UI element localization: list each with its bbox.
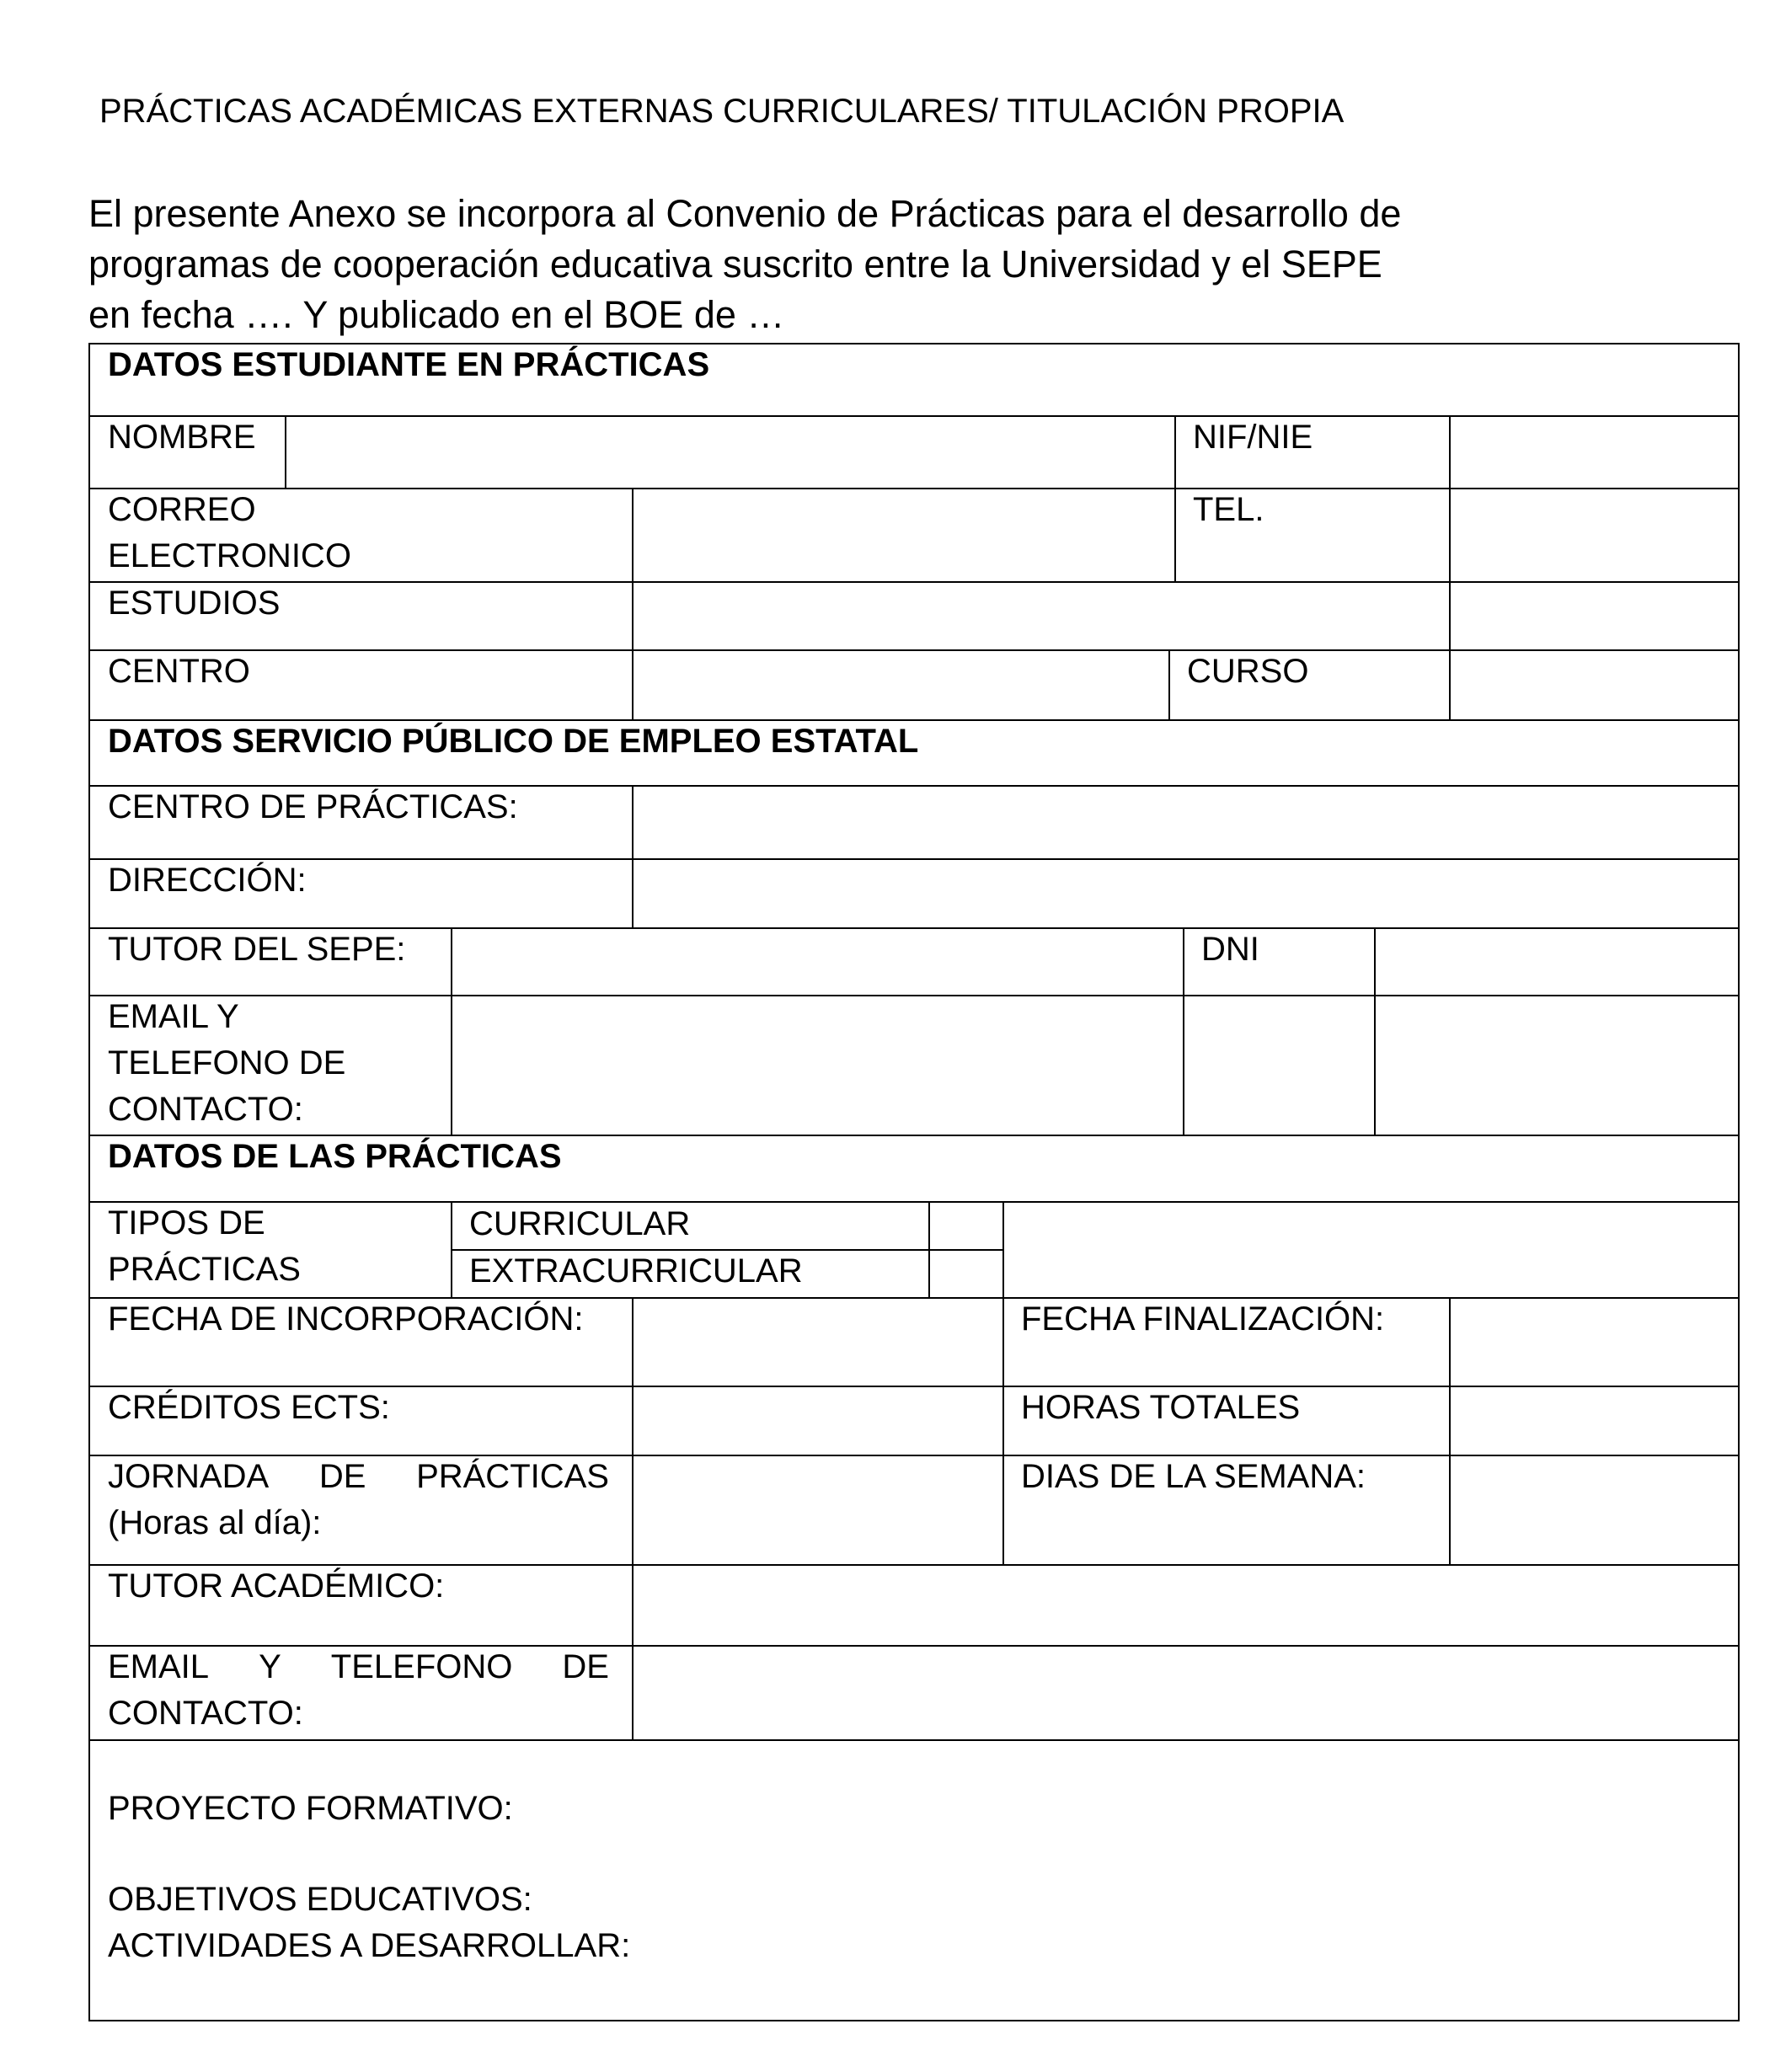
label-jornada-2: (Horas al día): xyxy=(108,1504,322,1541)
label-nombre: NOMBRE xyxy=(108,419,256,456)
field-tutor-sepe[interactable] xyxy=(452,929,1183,995)
label-estudios: ESTUDIOS xyxy=(108,585,281,622)
email-word-4: DE xyxy=(562,1648,609,1685)
section-title-student: DATOS ESTUDIANTE EN PRÁCTICAS xyxy=(108,346,710,383)
label-objetivos-educativos: OBJETIVOS EDUCATIVOS: xyxy=(108,1881,532,1918)
field-estudios[interactable] xyxy=(634,583,1738,649)
label-tutor-academico: TUTOR ACADÉMICO: xyxy=(108,1567,445,1605)
label-centro-practicas: CENTRO DE PRÁCTICAS: xyxy=(108,788,518,825)
jornada-word-3: PRÁCTICAS xyxy=(416,1458,609,1495)
label-direccion: DIRECCIÓN: xyxy=(108,862,307,899)
field-dni[interactable] xyxy=(1376,929,1738,995)
label-horas-totales: HORAS TOTALES xyxy=(1021,1389,1301,1426)
field-fecha-incorporacion[interactable] xyxy=(634,1299,1002,1386)
field-email-academico[interactable] xyxy=(634,1647,1738,1739)
label-email-sepe-1: EMAIL Y xyxy=(108,998,239,1035)
field-centro[interactable] xyxy=(634,651,1168,719)
intro-line-1: El presente Anexo se incorpora al Convenio de Prácticas para el desarrollo de xyxy=(88,192,1402,235)
field-email-sepe[interactable] xyxy=(452,996,1183,1135)
option-curricular-label: CURRICULAR xyxy=(469,1205,691,1242)
label-proyecto-formativo: PROYECTO FORMATIVO: xyxy=(108,1790,513,1827)
intro-line-3: en fecha …. Y publicado en el BOE de … xyxy=(88,293,785,336)
label-dias-semana: DIAS DE LA SEMANA: xyxy=(1021,1458,1366,1495)
label-email-sepe-2: TELEFONO DE xyxy=(108,1044,346,1081)
label-tutor-sepe: TUTOR DEL SEPE: xyxy=(108,931,406,968)
label-fecha-finalizacion: FECHA FINALIZACIÓN: xyxy=(1021,1300,1385,1338)
field-nombre[interactable] xyxy=(286,417,1174,488)
field-fecha-finalizacion[interactable] xyxy=(1451,1299,1738,1386)
jornada-word-1: JORNADA xyxy=(108,1458,270,1495)
label-dni: DNI xyxy=(1201,931,1259,968)
field-tel[interactable] xyxy=(1451,489,1738,581)
field-jornada[interactable] xyxy=(634,1456,1002,1564)
jornada-word-2: DE xyxy=(318,1458,366,1495)
label-tipos-1: TIPOS DE xyxy=(108,1204,265,1242)
email-word-2: Y xyxy=(259,1648,281,1685)
intro-line-2: programas de cooperación educativa suscrito entre la Universidad y el SEPE xyxy=(88,243,1382,286)
label-tipos-2: PRÁCTICAS xyxy=(108,1251,301,1288)
label-jornada-1 xyxy=(108,1454,609,1500)
label-tel: TEL. xyxy=(1193,491,1264,528)
field-tutor-academico[interactable] xyxy=(634,1566,1738,1645)
label-correo-2: ELECTRONICO xyxy=(108,537,351,574)
label-nif: NIF/NIE xyxy=(1193,419,1313,456)
field-nif[interactable] xyxy=(1451,417,1738,488)
section-title-sepe: DATOS SERVICIO PÚBLICO DE EMPLEO ESTATAL xyxy=(108,723,919,760)
label-fecha-incorporacion: FECHA DE INCORPORACIÓN: xyxy=(108,1300,584,1338)
label-correo-1: CORREO xyxy=(108,491,256,528)
option-extracurricular-checkbox[interactable] xyxy=(930,1251,1002,1297)
field-creditos[interactable] xyxy=(634,1387,1002,1455)
label-email-academico-2: CONTACTO: xyxy=(108,1695,303,1732)
option-extracurricular-label: EXTRACURRICULAR xyxy=(469,1252,803,1290)
email-word-1: EMAIL xyxy=(108,1648,210,1685)
label-curso: CURSO xyxy=(1187,653,1309,690)
label-actividades: ACTIVIDADES A DESARROLLAR: xyxy=(108,1927,631,1964)
label-email-sepe-3: CONTACTO: xyxy=(108,1091,303,1128)
field-direccion[interactable] xyxy=(634,860,1738,927)
field-centro-practicas[interactable] xyxy=(634,787,1738,858)
field-curso[interactable] xyxy=(1451,651,1738,719)
document-heading: PRÁCTICAS ACADÉMICAS EXTERNAS CURRICULARES/ TITULACIÓN PROPIA xyxy=(99,93,1345,130)
label-creditos: CRÉDITOS ECTS: xyxy=(108,1389,390,1426)
label-centro: CENTRO xyxy=(108,653,250,690)
section-title-practicas: DATOS DE LAS PRÁCTICAS xyxy=(108,1138,562,1175)
email-word-3: TELEFONO xyxy=(330,1648,513,1685)
option-curricular-checkbox[interactable] xyxy=(930,1203,1002,1249)
field-horas-totales[interactable] xyxy=(1451,1387,1738,1455)
field-dias-semana[interactable] xyxy=(1451,1456,1738,1564)
field-correo[interactable] xyxy=(634,489,1174,581)
label-email-academico-1 xyxy=(108,1644,609,1690)
